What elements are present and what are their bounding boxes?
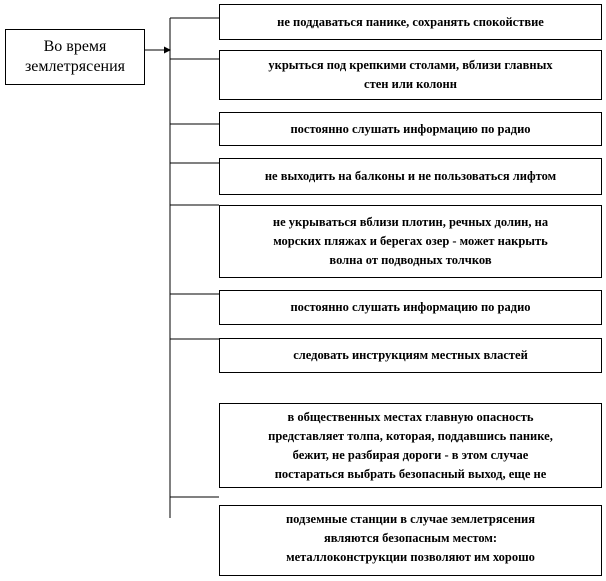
- root-node-box: [5, 29, 145, 85]
- item-label-7: следовать инструкциям местных властей: [293, 348, 528, 362]
- item-label-4: не выходить на балконы и не пользоваться лифтом: [264, 169, 557, 183]
- item-box-6: [219, 290, 602, 325]
- item-box-9: [219, 505, 602, 576]
- item-box-7: [219, 338, 602, 373]
- root-node-label: Во время землетрясения: [24, 38, 126, 75]
- item-label-3: постоянно слушать информацию по радио: [290, 121, 531, 136]
- item-box-3: [219, 112, 602, 146]
- item-box-8: [219, 403, 602, 488]
- item-label-6: постоянно слушать информацию по радио: [290, 300, 531, 314]
- item-box-1: [219, 4, 602, 40]
- item-label-1: не поддаваться панике, сохранять спокойствие: [277, 14, 544, 29]
- item-label-8: в общественных местах главную опасность представляет толпа, которая, поддавшись панике, бежит, не разбирая дороги - в этом случае постараться выбрать безопасный выход, еще не: [268, 410, 553, 481]
- item-box-4: [219, 158, 602, 195]
- item-box-2: [219, 50, 602, 100]
- item-label-2: укрыться под крепкими столами, вблизи главных стен или колонн: [268, 58, 553, 91]
- item-label-9: подземные станции в случае землетрясения являются безопасным местом: металлоконструкции позволяют им хорошо: [285, 512, 536, 564]
- item-box-5: [219, 205, 602, 278]
- item-label-5: не укрываться вблизи плотин, речных долин, на морских пляжах и берегах озер - может накрыть волна от подводных толчков: [272, 215, 549, 267]
